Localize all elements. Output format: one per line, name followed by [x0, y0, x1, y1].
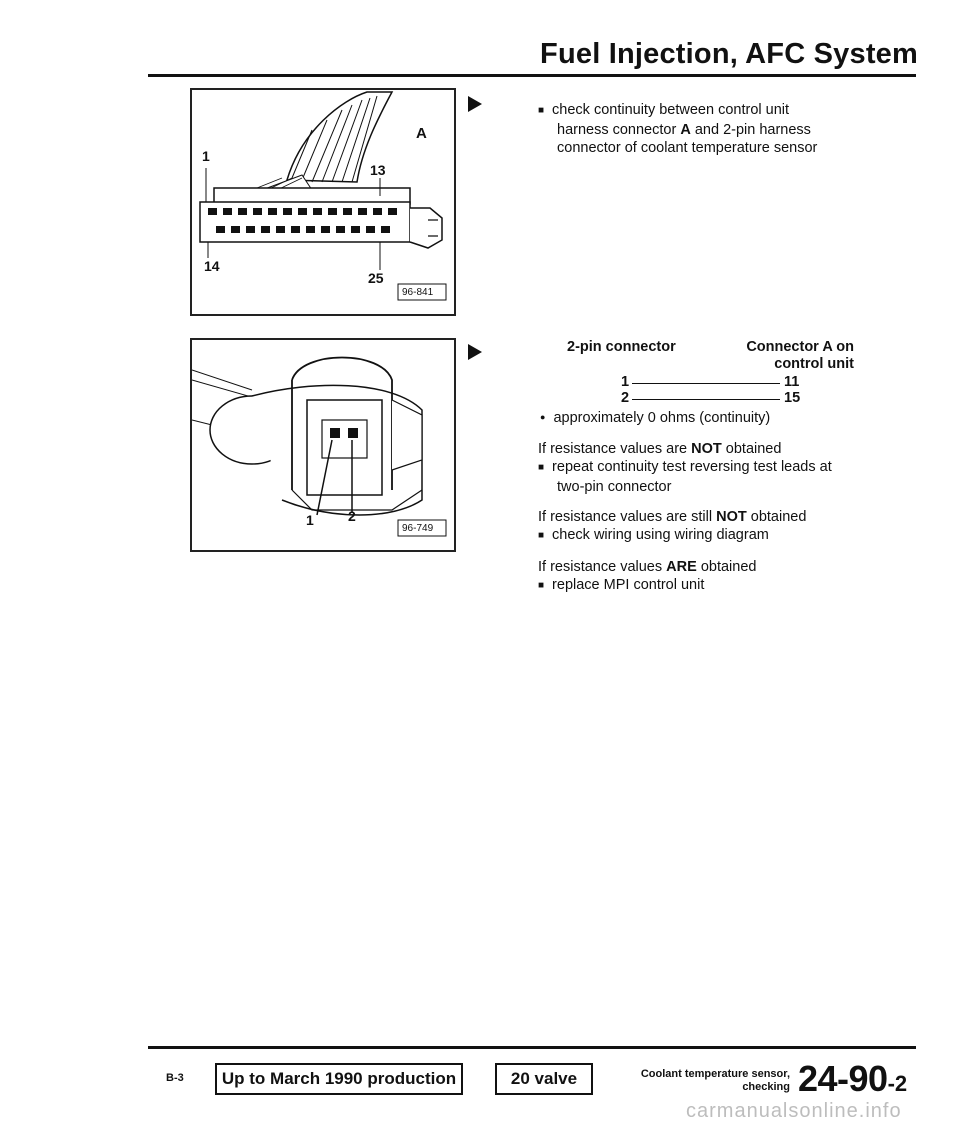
column-head-connector-a-line-2: control unit: [774, 356, 854, 372]
condition-3: [538, 558, 868, 576]
step-1-line-2-end: and 2-pin harness: [694, 122, 811, 138]
action-2-text: check wiring using wiring diagram: [552, 527, 769, 543]
topic-line-2: checking: [742, 1081, 790, 1093]
header-rule: [148, 74, 916, 77]
condition-2: [538, 508, 868, 526]
callout-1: 1: [202, 148, 210, 164]
callout-14: 14: [204, 258, 220, 274]
condition-1-text: If resistance values are: [538, 441, 688, 457]
condition-3-emphasis: ARE: [666, 559, 697, 575]
spec-value: approximately 0 ohms (continuity): [553, 410, 771, 426]
column-head-connector-a: [736, 339, 854, 373]
condition-1: [538, 440, 868, 458]
step-arrow-icon: [468, 344, 482, 360]
step-1-text: [538, 101, 868, 157]
page-number: [798, 1058, 907, 1100]
troubleshooting-steps: [538, 440, 868, 596]
figure-ref: 96-841: [402, 287, 434, 298]
callout-13: 13: [370, 162, 386, 178]
callout-pin-1: 1: [306, 512, 314, 528]
condition-1-emphasis: NOT: [691, 441, 722, 457]
two-pin-connector-drawing: [192, 340, 454, 550]
page-number-sub: -2: [887, 1071, 908, 1096]
action-2: [538, 526, 868, 546]
footer-code: B-3: [166, 1072, 184, 1084]
condition-3-end: obtained: [700, 559, 757, 575]
callout-pin-2: 2: [348, 508, 356, 524]
condition-3-text: If resistance values: [538, 559, 663, 575]
spec-text: [540, 409, 770, 428]
callout-25: 25: [368, 270, 384, 286]
connector-a-illustration: [190, 88, 456, 316]
action-1-line-2: two-pin connector: [557, 479, 672, 495]
column-head-connector-a-line-1: Connector A on: [746, 339, 854, 355]
condition-2-text: If resistance values are still: [538, 509, 713, 525]
two-pin-connector-illustration: [190, 338, 456, 552]
pin-from-2: 2: [621, 390, 630, 406]
pin-connection-line: [632, 383, 780, 384]
pin-connection-line: [632, 399, 780, 400]
column-head-2-pin: 2-pin connector: [567, 339, 676, 355]
step-1-line-3: connector of coolant temperature sensor: [557, 140, 818, 156]
step-1-line-2: harness connector: [557, 122, 677, 138]
step-1-line-1: check continuity between control unit: [552, 102, 790, 118]
figure-ref: 96-749: [402, 523, 434, 534]
condition-2-end: obtained: [750, 509, 807, 525]
action-3: [538, 576, 868, 596]
action-1-line-1: repeat continuity test reversing test leads at: [552, 459, 832, 475]
page-title: Fuel Injection, AFC System: [540, 38, 918, 70]
connector-a-drawing: [192, 90, 454, 314]
action-3-text: replace MPI control unit: [552, 577, 705, 593]
watermark: carmanualsonline.info: [686, 1100, 902, 1122]
step-arrow-icon: [468, 96, 482, 112]
production-range-box: Up to March 1990 production: [215, 1063, 463, 1095]
step-1-connector-label: A: [680, 122, 691, 138]
action-1: [538, 458, 868, 478]
condition-1-end: obtained: [725, 441, 782, 457]
pin-from-1: 1: [621, 374, 630, 390]
condition-2-emphasis: NOT: [716, 509, 747, 525]
footer-rule: [148, 1046, 916, 1049]
pin-to-15: 15: [784, 390, 801, 406]
topic-line-1: Coolant temperature sensor,: [640, 1068, 790, 1080]
callout-a: A: [416, 125, 427, 142]
page-number-main: 24-90: [798, 1058, 888, 1099]
engine-variant-box: 20 valve: [495, 1063, 593, 1095]
pin-to-11: 11: [784, 374, 800, 390]
topic-label: [630, 1068, 790, 1094]
